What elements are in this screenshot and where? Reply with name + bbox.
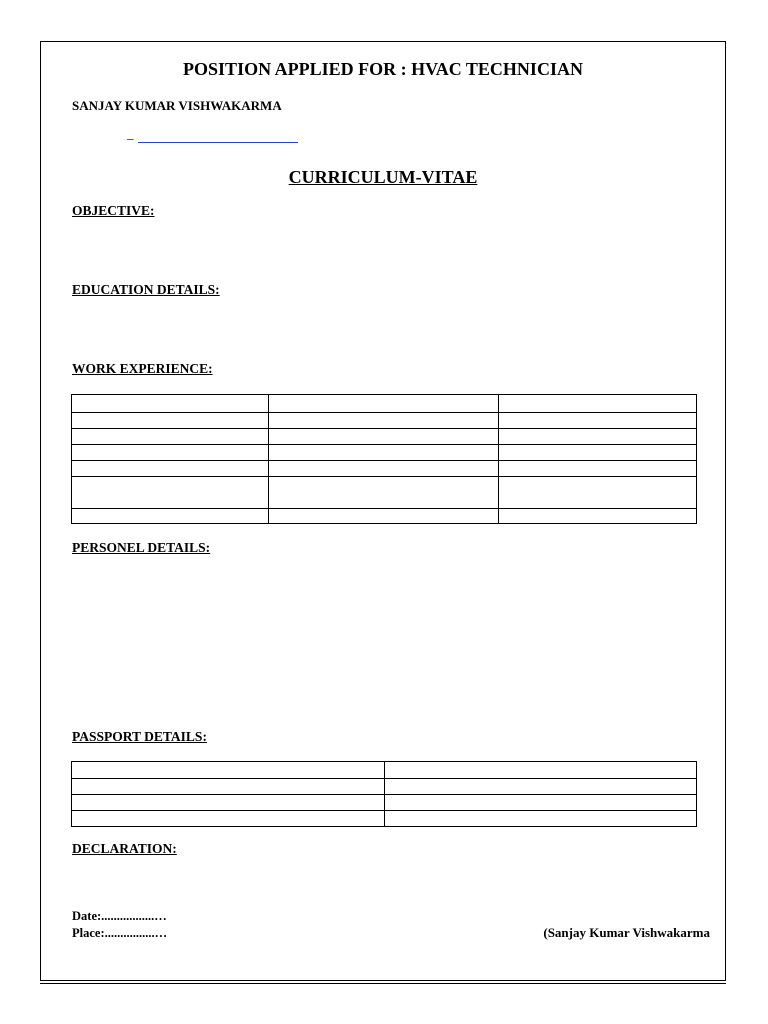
applicant-name: SANJAY KUMAR VISHWAKARMA xyxy=(72,98,282,113)
table-row xyxy=(72,413,697,429)
education-heading: EDUCATION DETAILS: xyxy=(72,282,220,297)
declaration-heading: DECLARATION: xyxy=(72,841,177,856)
table-row xyxy=(72,461,697,477)
table-cell xyxy=(269,445,499,461)
objective-heading: OBJECTIVE: xyxy=(72,203,155,218)
table-cell xyxy=(499,445,697,461)
personal-details-heading: PERSONEL DETAILS: xyxy=(72,540,211,555)
table-cell xyxy=(269,509,499,524)
table-cell xyxy=(72,429,269,445)
table-cell xyxy=(499,509,697,524)
table-cell xyxy=(269,461,499,477)
table-row xyxy=(72,509,697,524)
table-row xyxy=(72,795,697,811)
table-cell xyxy=(72,413,269,429)
table-row xyxy=(72,779,697,795)
table-cell xyxy=(72,461,269,477)
table-cell xyxy=(72,445,269,461)
table-cell xyxy=(72,811,385,827)
table-cell xyxy=(72,779,385,795)
table-row xyxy=(72,429,697,445)
position-title: POSITION APPLIED FOR : HVAC TECHNICIAN xyxy=(183,59,583,79)
table-cell xyxy=(499,477,697,509)
table-row xyxy=(72,445,697,461)
place-field: Place:................… xyxy=(72,926,168,940)
table-row xyxy=(72,395,697,413)
passport-details-table xyxy=(71,761,697,827)
table-cell xyxy=(72,795,385,811)
table-cell xyxy=(499,429,697,445)
table-cell xyxy=(499,395,697,413)
table-cell xyxy=(385,779,697,795)
work-experience-table xyxy=(71,394,697,524)
work-experience-heading: WORK EXPERIENCE: xyxy=(72,361,213,376)
table-cell xyxy=(499,413,697,429)
table-row xyxy=(72,811,697,827)
table-cell xyxy=(269,395,499,413)
contact-prefix: _ xyxy=(127,126,134,141)
table-cell xyxy=(72,762,385,779)
signature-name: (Sanjay Kumar Vishwakarma xyxy=(543,925,710,940)
table-cell xyxy=(385,811,697,827)
table-cell xyxy=(72,477,269,509)
table-cell xyxy=(269,429,499,445)
contact-link[interactable] xyxy=(138,142,298,143)
table-cell xyxy=(499,461,697,477)
table-cell xyxy=(269,413,499,429)
passport-details-heading: PASSPORT DETAILS: xyxy=(72,729,207,744)
table-cell xyxy=(72,395,269,413)
bottom-rule xyxy=(40,983,726,984)
table-cell xyxy=(385,762,697,779)
table-cell xyxy=(269,477,499,509)
table-row xyxy=(72,477,697,509)
document-heading: CURRICULUM-VITAE xyxy=(288,167,478,187)
date-field: Date:.................… xyxy=(72,909,167,923)
table-row xyxy=(72,762,697,779)
table-cell xyxy=(72,509,269,524)
table-cell xyxy=(385,795,697,811)
